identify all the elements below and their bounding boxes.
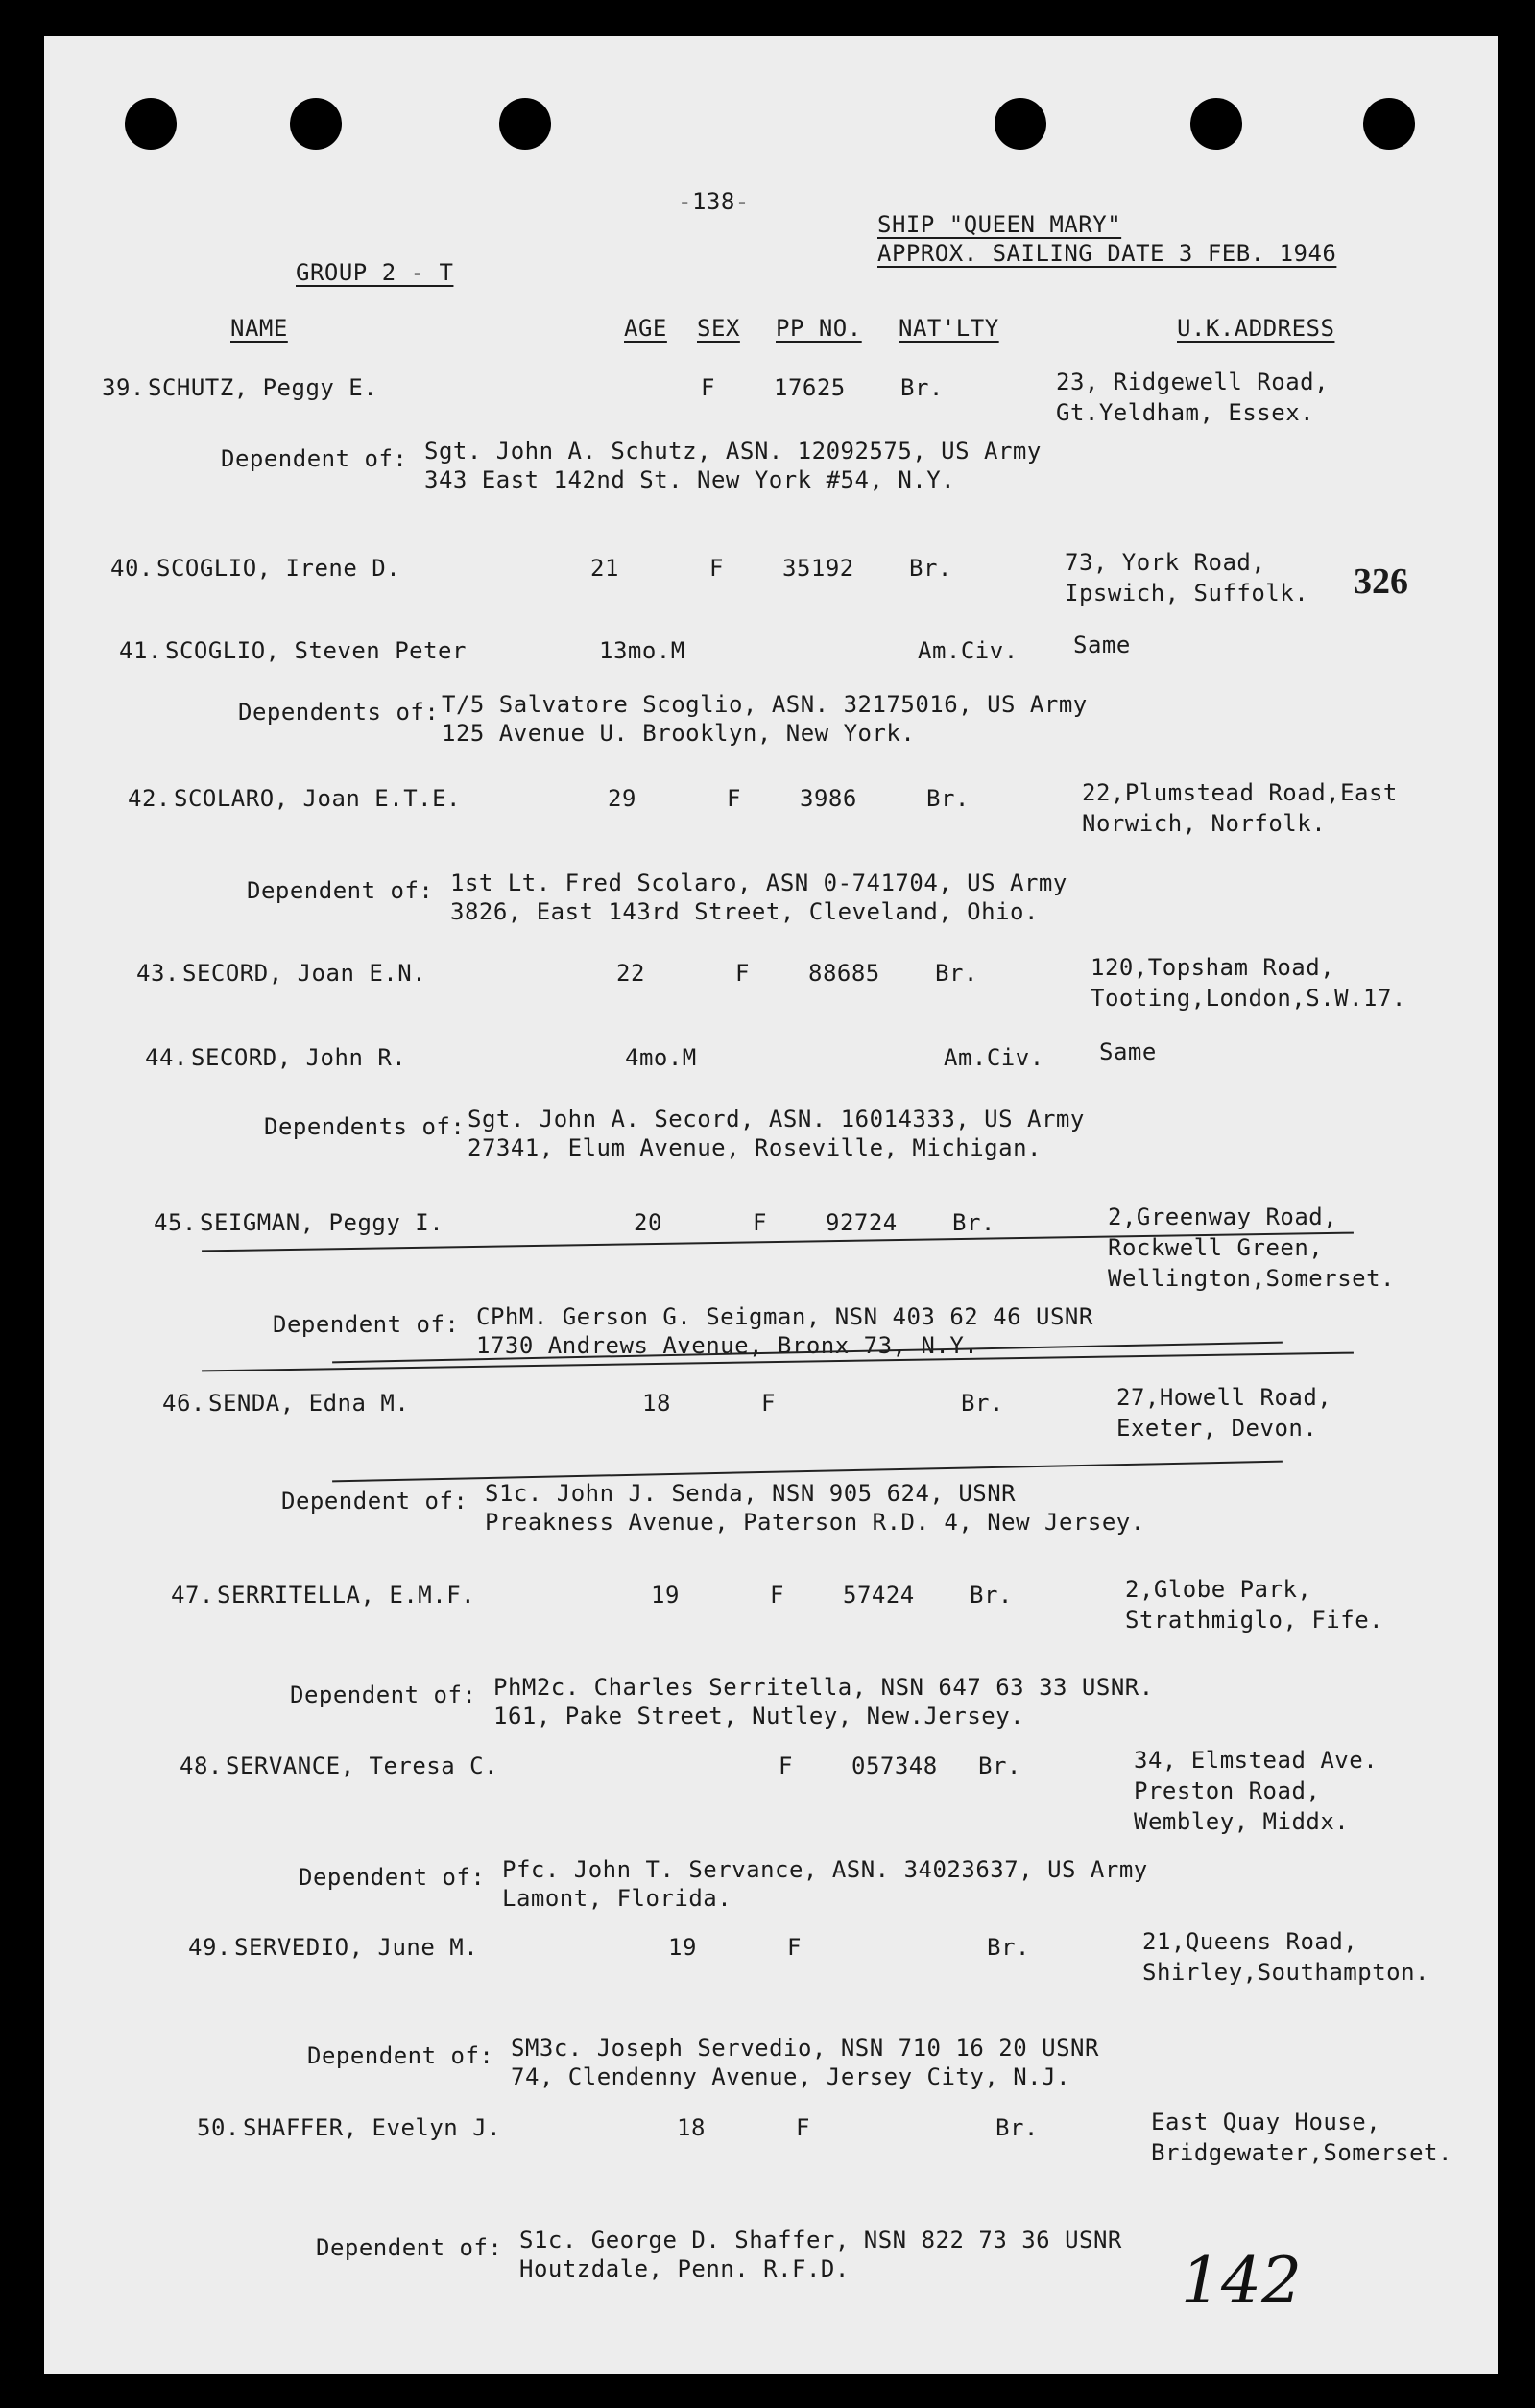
address-line: 34, Elmstead Ave. xyxy=(1134,1747,1379,1774)
address-line: Preston Road, xyxy=(1134,1777,1321,1804)
passenger-age: 18 xyxy=(642,1390,671,1417)
address-line: Norwich, Norfolk. xyxy=(1082,810,1327,837)
dependent-sponsor: T/5 Salvatore Scoglio, ASN. 32175016, US Army xyxy=(442,691,1088,718)
address-line: Wembley, Middx. xyxy=(1134,1808,1350,1835)
passenger-age: 19 xyxy=(668,1934,697,1961)
address-line: Same xyxy=(1099,1038,1157,1065)
punch-hole xyxy=(290,98,342,150)
punch-hole xyxy=(499,98,551,150)
entry-number: 42. xyxy=(128,785,171,812)
nationality: Br. xyxy=(926,785,970,812)
punch-hole xyxy=(125,98,177,150)
address-line: Exeter, Devon. xyxy=(1116,1415,1318,1442)
punch-hole xyxy=(1363,98,1415,150)
address-line: 73, York Road, xyxy=(1065,549,1266,576)
col-name: NAME xyxy=(230,315,288,342)
punch-hole xyxy=(1190,98,1242,150)
entry-number: 48. xyxy=(180,1752,223,1779)
sailing-date: APPROX. SAILING DATE 3 FEB. 1946 xyxy=(877,240,1337,267)
address-line: Ipswich, Suffolk. xyxy=(1065,580,1309,607)
nationality: Br. xyxy=(995,2114,1039,2141)
col-address: U.K.ADDRESS xyxy=(1177,315,1335,342)
entry-number: 44. xyxy=(145,1044,188,1071)
group-label: GROUP 2 - T xyxy=(296,259,454,286)
nationality: Br. xyxy=(961,1390,1004,1417)
dependent-label: Dependents of: xyxy=(238,699,440,726)
entry-number: 46. xyxy=(162,1390,205,1417)
passenger-name: SCOLARO, Joan E.T.E. xyxy=(174,785,461,812)
dependent-label: Dependents of: xyxy=(264,1113,466,1140)
passenger-sex: F xyxy=(753,1209,767,1236)
page-number: -138- xyxy=(678,188,750,215)
nationality: Am.Civ. xyxy=(944,1044,1044,1071)
dependent-label: Dependent of: xyxy=(281,1488,468,1514)
entry-number: 43. xyxy=(136,960,180,987)
dependent-sponsor: S1c. George D. Shaffer, NSN 822 73 36 USNR xyxy=(519,2227,1122,2253)
dependent-label: Dependent of: xyxy=(273,1311,460,1338)
dependent-address: Preakness Avenue, Paterson R.D. 4, New Jersey. xyxy=(485,1509,1145,1536)
passenger-age: 4mo.M xyxy=(625,1044,697,1071)
passenger-age: 13mo.M xyxy=(599,637,685,664)
dependent-address: 3826, East 143rd Street, Cleveland, Ohio. xyxy=(450,898,1039,925)
address-line: Rockwell Green, xyxy=(1108,1234,1324,1261)
address-line: 2,Greenway Road, xyxy=(1108,1204,1338,1230)
passenger-sex: F xyxy=(701,374,715,401)
dependent-address: Lamont, Florida. xyxy=(502,1885,732,1912)
dependent-label: Dependent of: xyxy=(316,2234,503,2261)
handwritten-number: 142 xyxy=(1181,2244,1302,2318)
passport-number: 17625 xyxy=(774,374,846,401)
address-line: Bridgewater,Somerset. xyxy=(1151,2139,1452,2166)
col-natlty: NAT'LTY xyxy=(899,315,999,342)
address-line: East Quay House, xyxy=(1151,2109,1381,2135)
stamp-number: 326 xyxy=(1354,561,1408,602)
dependent-address: 27341, Elum Avenue, Roseville, Michigan. xyxy=(468,1134,1042,1161)
col-age: AGE xyxy=(624,315,667,342)
dependent-address: 74, Clendenny Avenue, Jersey City, N.J. xyxy=(511,2063,1071,2090)
dependent-sponsor: CPhM. Gerson G. Seigman, NSN 403 62 46 USNR xyxy=(476,1303,1093,1330)
nationality: Br. xyxy=(978,1752,1021,1779)
passenger-name: SEIGMAN, Peggy I. xyxy=(200,1209,444,1236)
passenger-sex: F xyxy=(779,1752,793,1779)
address-line: 27,Howell Road, xyxy=(1116,1384,1332,1411)
entry-number: 45. xyxy=(154,1209,197,1236)
passenger-name: SCOGLIO, Steven Peter xyxy=(165,637,467,664)
passenger-name: SHAFFER, Evelyn J. xyxy=(243,2114,502,2141)
dependent-address: 125 Avenue U. Brooklyn, New York. xyxy=(442,720,916,747)
passenger-name: SERVEDIO, June M. xyxy=(234,1934,479,1961)
entry-number: 50. xyxy=(197,2114,240,2141)
address-line: 2,Globe Park, xyxy=(1125,1576,1312,1603)
punch-hole xyxy=(995,98,1046,150)
passenger-sex: F xyxy=(770,1582,784,1609)
passport-number: 57424 xyxy=(843,1582,915,1609)
passenger-name: SENDA, Edna M. xyxy=(208,1390,410,1417)
passenger-name: SCHUTZ, Peggy E. xyxy=(148,374,378,401)
nationality: Br. xyxy=(952,1209,995,1236)
passenger-sex: F xyxy=(761,1390,776,1417)
dependent-sponsor: SM3c. Joseph Servedio, NSN 710 16 20 USNR xyxy=(511,2035,1099,2062)
document-page xyxy=(44,36,1498,2374)
nationality: Br. xyxy=(900,374,944,401)
nationality: Br. xyxy=(987,1934,1030,1961)
address-line: Shirley,Southampton. xyxy=(1142,1959,1429,1986)
strike-through-line xyxy=(332,1461,1283,1483)
dependent-label: Dependent of: xyxy=(221,445,408,472)
address-line: 23, Ridgewell Road, xyxy=(1056,369,1330,395)
passenger-age: 19 xyxy=(651,1582,680,1609)
entry-number: 47. xyxy=(171,1582,214,1609)
address-line: Strathmiglo, Fife. xyxy=(1125,1607,1384,1633)
passenger-name: SCOGLIO, Irene D. xyxy=(156,555,401,582)
dependent-address: 343 East 142nd St. New York #54, N.Y. xyxy=(424,466,956,493)
passenger-name: SECORD, John R. xyxy=(191,1044,407,1071)
ship-name: SHIP "QUEEN MARY" xyxy=(877,211,1122,238)
passenger-sex: F xyxy=(709,555,724,582)
passenger-age: 21 xyxy=(590,555,619,582)
entry-number: 39. xyxy=(102,374,145,401)
nationality: Br. xyxy=(970,1582,1013,1609)
passenger-sex: F xyxy=(727,785,741,812)
passenger-age: 18 xyxy=(677,2114,706,2141)
dependent-label: Dependent of: xyxy=(307,2042,494,2069)
dependent-sponsor: 1st Lt. Fred Scolaro, ASN 0-741704, US Army xyxy=(450,870,1067,896)
address-line: Gt.Yeldham, Essex. xyxy=(1056,399,1315,426)
dependent-sponsor: PhM2c. Charles Serritella, NSN 647 63 33 USNR. xyxy=(493,1674,1154,1701)
dependent-label: Dependent of: xyxy=(290,1681,477,1708)
col-sex: SEX xyxy=(697,315,740,342)
passenger-name: SERVANCE, Teresa C. xyxy=(226,1752,499,1779)
passport-number: 3986 xyxy=(800,785,857,812)
passport-number: 88685 xyxy=(808,960,880,987)
passenger-name: SECORD, Joan E.N. xyxy=(182,960,427,987)
passenger-name: SERRITELLA, E.M.F. xyxy=(217,1582,476,1609)
address-line: 22,Plumstead Road,East xyxy=(1082,779,1398,806)
passport-number: 057348 xyxy=(851,1752,938,1779)
dependent-sponsor: Pfc. John T. Servance, ASN. 34023637, US Army xyxy=(502,1856,1148,1883)
passenger-age: 29 xyxy=(608,785,636,812)
nationality: Br. xyxy=(935,960,978,987)
dependent-address: 1730 Andrews Avenue, Bronx 73, N.Y. xyxy=(476,1332,979,1359)
address-line: Wellington,Somerset. xyxy=(1108,1265,1395,1292)
dependent-label: Dependent of: xyxy=(247,877,434,904)
dependent-sponsor: S1c. John J. Senda, NSN 905 624, USNR xyxy=(485,1480,1017,1507)
address-line: 21,Queens Road, xyxy=(1142,1928,1358,1955)
address-line: Tooting,London,S.W.17. xyxy=(1091,985,1406,1012)
dependent-sponsor: Sgt. John A. Secord, ASN. 16014333, US Army xyxy=(468,1106,1085,1132)
dependent-address: 161, Pake Street, Nutley, New.Jersey. xyxy=(493,1703,1025,1729)
passport-number: 35192 xyxy=(782,555,854,582)
dependent-label: Dependent of: xyxy=(299,1864,486,1891)
dependent-address: Houtzdale, Penn. R.F.D. xyxy=(519,2255,850,2282)
address-line: Same xyxy=(1073,632,1131,658)
address-line: 120,Topsham Road, xyxy=(1091,954,1335,981)
dependent-sponsor: Sgt. John A. Schutz, ASN. 12092575, US Army xyxy=(424,438,1042,465)
entry-number: 49. xyxy=(188,1934,231,1961)
nationality: Br. xyxy=(909,555,952,582)
nationality: Am.Civ. xyxy=(918,637,1019,664)
entry-number: 40. xyxy=(110,555,154,582)
passport-number: 92724 xyxy=(826,1209,898,1236)
entry-number: 41. xyxy=(119,637,162,664)
passenger-sex: F xyxy=(796,2114,810,2141)
passenger-sex: F xyxy=(787,1934,802,1961)
passenger-age: 22 xyxy=(616,960,645,987)
col-pp-no: PP NO. xyxy=(776,315,862,342)
passenger-age: 20 xyxy=(634,1209,662,1236)
passenger-sex: F xyxy=(735,960,750,987)
